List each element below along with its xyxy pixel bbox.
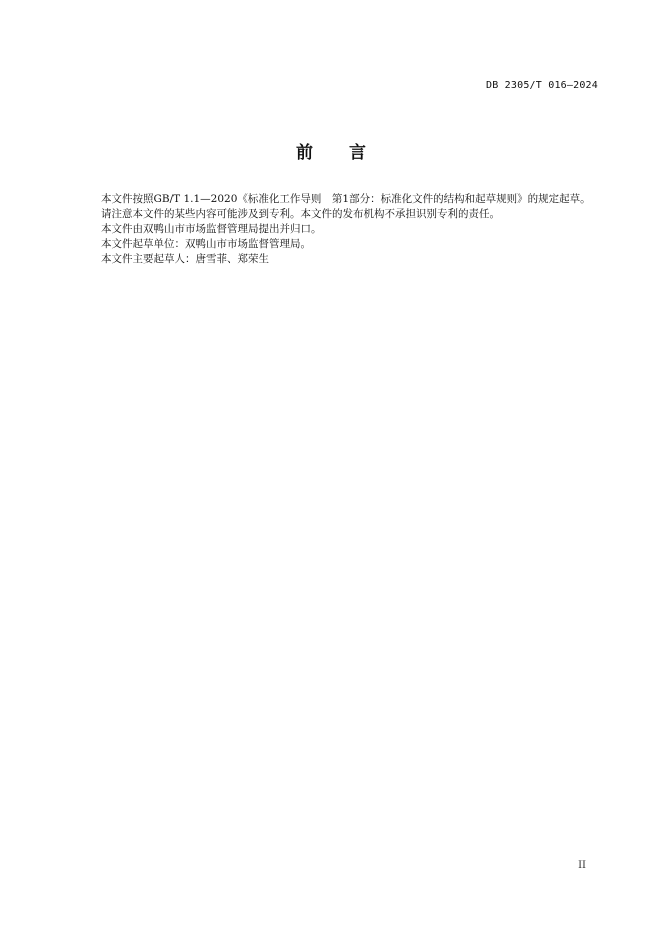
paragraph-drafting-unit: 本文件起草单位：双鸭山市市场监督管理局。: [101, 238, 311, 250]
foreword-body: [80, 192, 600, 267]
page-number: II: [578, 860, 586, 871]
page-title: [0, 138, 662, 163]
paragraph-drafters: 本文件主要起草人：唐雪菲、郑荣生: [101, 253, 269, 265]
document-code: DB 2305/T 016—2024: [486, 80, 598, 91]
title-char-2: 言: [349, 143, 366, 163]
title-char-1: 前: [296, 143, 313, 163]
paragraph-patent-notice: 请注意本文件的某些内容可能涉及到专利。本文件的发布机构不承担识别专利的责任。: [101, 208, 500, 220]
paragraph-proposer: 本文件由双鸭山市市场监督管理局提出并归口。: [101, 223, 322, 235]
paragraph-drafting-basis: 本文件按照GB/T 1.1—2020《标准化工作导则 第1部分：标准化文件的结构和起草规则》的规定起草。: [101, 193, 591, 205]
